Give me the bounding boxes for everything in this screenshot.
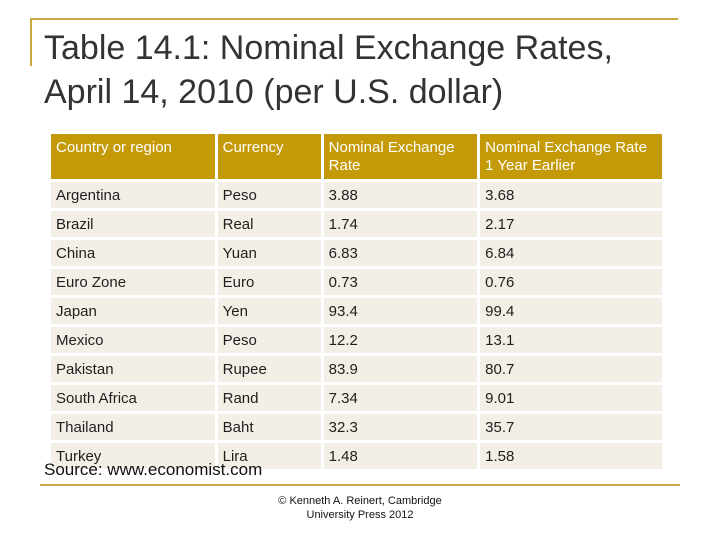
cell-rate-year-earlier: 1.58 — [480, 443, 662, 469]
cell-currency: Rupee — [218, 356, 321, 382]
slide-title — [44, 26, 684, 114]
cell-nominal-rate: 7.34 — [324, 385, 478, 411]
cell-currency: Peso — [218, 327, 321, 353]
cell-nominal-rate: 32.3 — [324, 414, 478, 440]
cell-country: Japan — [51, 298, 215, 324]
cell-currency: Euro — [218, 269, 321, 295]
cell-country: Euro Zone — [51, 269, 215, 295]
source-note: Source: www.economist.com — [44, 460, 263, 479]
cell-rate-year-earlier: 0.76 — [480, 269, 662, 295]
cell-nominal-rate: 12.2 — [324, 327, 478, 353]
cell-country: Pakistan — [51, 356, 215, 382]
cell-currency: Baht — [218, 414, 321, 440]
title-line-1: Table 14.1: Nominal Exchange Rates, — [44, 29, 613, 67]
cell-currency: Lira — [218, 443, 321, 469]
cell-currency: Yuan — [218, 240, 321, 266]
cell-nominal-rate: 83.9 — [324, 356, 478, 382]
credit-line-1: © Kenneth A. Reinert, Cambridge — [278, 495, 442, 507]
cell-rate-year-earlier: 3.68 — [480, 182, 662, 208]
credit-line-2: University Press 2012 — [306, 509, 414, 521]
table-row — [51, 298, 662, 324]
cell-country: China — [51, 240, 215, 266]
cell-nominal-rate: 3.88 — [324, 182, 478, 208]
header-currency: Currency — [218, 134, 321, 179]
cell-nominal-rate: 6.83 — [324, 240, 478, 266]
table-row — [51, 356, 662, 382]
cell-country: Argentina — [51, 182, 215, 208]
cell-rate-year-earlier: 9.01 — [480, 385, 662, 411]
cell-country: Turkey — [51, 443, 215, 469]
cell-rate-year-earlier: 35.7 — [480, 414, 662, 440]
table-row — [51, 211, 662, 237]
table-row — [51, 385, 662, 411]
cell-country: Mexico — [51, 327, 215, 353]
table-row — [51, 240, 662, 266]
exchange-rate-table — [48, 131, 665, 472]
cell-currency: Peso — [218, 182, 321, 208]
frame-top-rule — [30, 18, 678, 20]
table-row — [51, 327, 662, 353]
frame-bottom-rule — [40, 484, 680, 486]
cell-rate-year-earlier: 13.1 — [480, 327, 662, 353]
cell-currency: Yen — [218, 298, 321, 324]
table-header-row — [51, 134, 662, 179]
cell-nominal-rate: 1.48 — [324, 443, 478, 469]
cell-country: Thailand — [51, 414, 215, 440]
table-row — [51, 182, 662, 208]
title-line-2: April 14, 2010 (per U.S. dollar) — [44, 73, 504, 111]
cell-nominal-rate: 1.74 — [324, 211, 478, 237]
cell-currency: Real — [218, 211, 321, 237]
cell-nominal-rate: 93.4 — [324, 298, 478, 324]
cell-rate-year-earlier: 80.7 — [480, 356, 662, 382]
frame-left-rule — [30, 18, 32, 66]
cell-country: Brazil — [51, 211, 215, 237]
cell-rate-year-earlier: 99.4 — [480, 298, 662, 324]
header-country: Country or region — [51, 134, 215, 179]
copyright-credit — [240, 494, 480, 522]
cell-rate-year-earlier: 2.17 — [480, 211, 662, 237]
cell-country: South Africa — [51, 385, 215, 411]
table-row — [51, 414, 662, 440]
cell-rate-year-earlier: 6.84 — [480, 240, 662, 266]
table-row — [51, 269, 662, 295]
cell-nominal-rate: 0.73 — [324, 269, 478, 295]
header-nominal-rate: Nominal Exchange Rate — [324, 134, 478, 179]
cell-currency: Rand — [218, 385, 321, 411]
header-rate-year-earlier: Nominal Exchange Rate 1 Year Earlier — [480, 134, 662, 179]
